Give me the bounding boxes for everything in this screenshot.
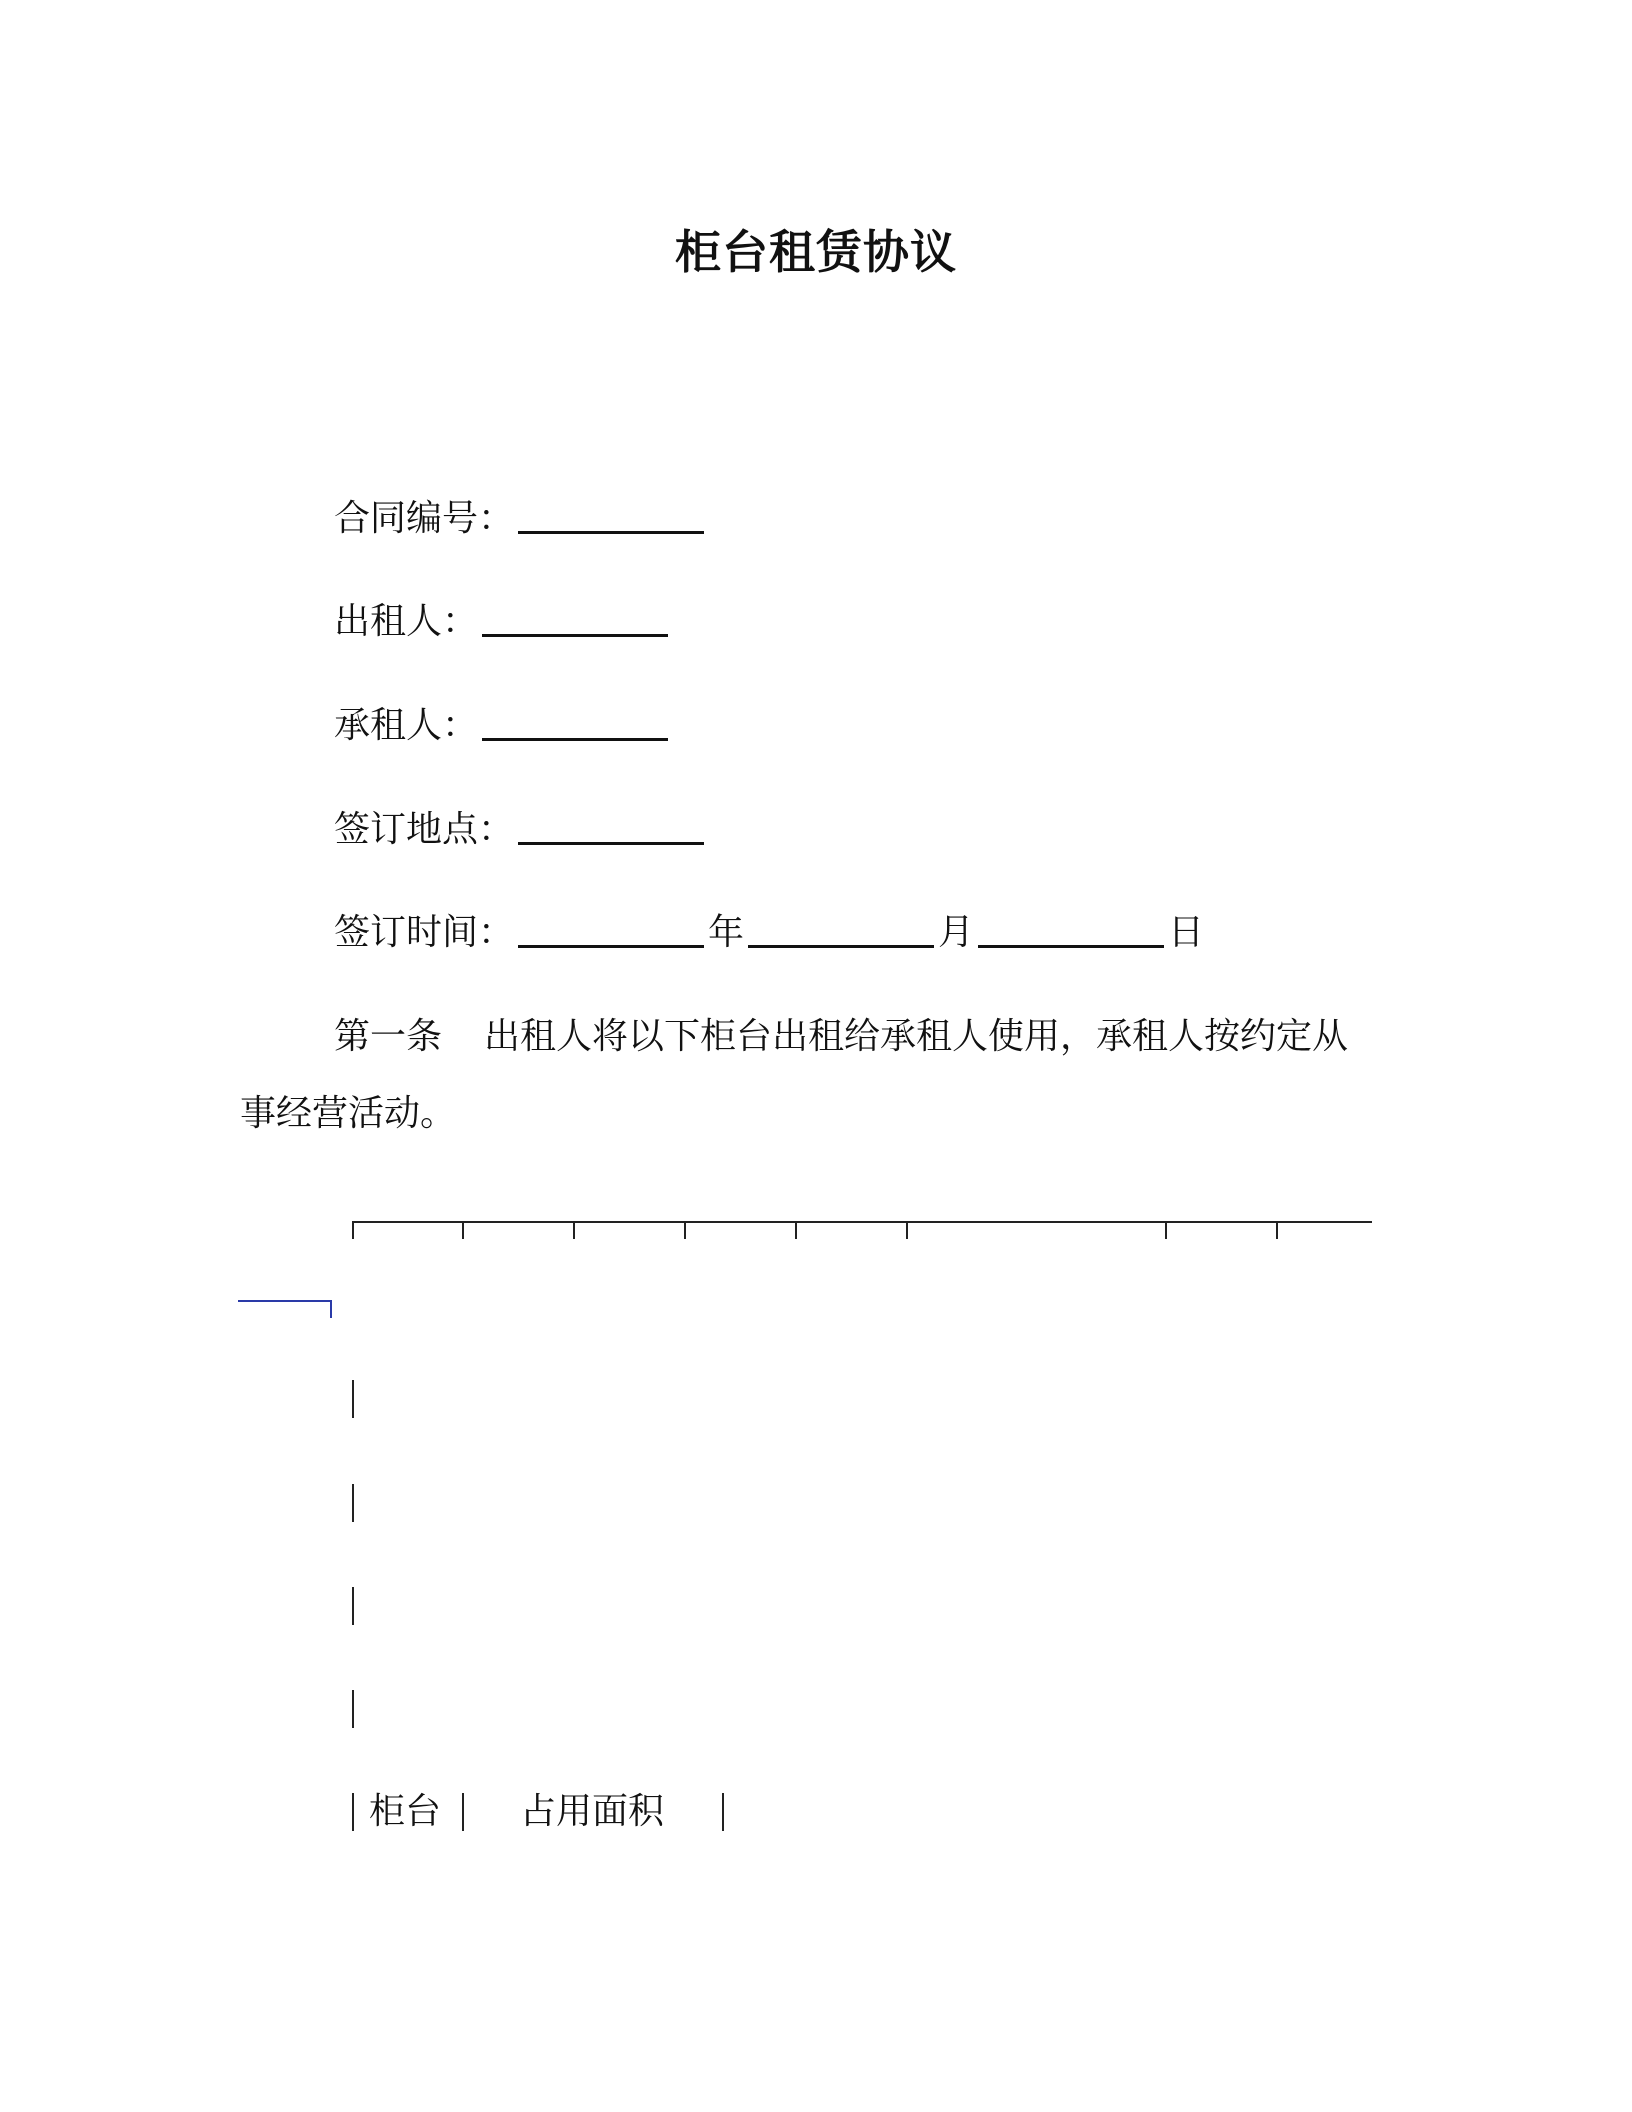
- article-1-line-2: 事经营活动。: [240, 1093, 457, 1134]
- table-left-tick: [330, 1300, 332, 1318]
- day-label: 日: [1168, 912, 1205, 953]
- lessor-field: [334, 598, 672, 646]
- sign-place-blank: [518, 806, 704, 845]
- table-row-divider: [352, 1587, 354, 1625]
- month-label: 月: [938, 912, 975, 953]
- article-1-text-line-1: 出租人将以下柜台出租给承租人使用，承租人按约定从: [484, 1016, 1349, 1057]
- lessee-field: [334, 702, 672, 750]
- lessor-label: 出租人：: [334, 601, 479, 642]
- contract-number-label: 合同编号：: [334, 498, 515, 539]
- contract-number-field: [334, 495, 708, 543]
- table-column-tick: [684, 1221, 686, 1239]
- table-row-divider: [352, 1380, 354, 1418]
- lessee-label: 承租人：: [334, 705, 479, 746]
- sign-time-field: [334, 909, 1204, 957]
- year-label: 年: [708, 912, 745, 953]
- article-1-heading: 第一条: [334, 1016, 443, 1057]
- article-1-line-1: [334, 1013, 1348, 1061]
- lessor-blank: [482, 598, 668, 637]
- table-header-counter: 柜台: [369, 1791, 442, 1832]
- table-cell-border: [462, 1793, 464, 1831]
- table-row-divider: [352, 1690, 354, 1728]
- table-row-divider: [352, 1484, 354, 1522]
- table-column-tick: [462, 1221, 464, 1239]
- table-column-tick: [795, 1221, 797, 1239]
- table-column-tick: [573, 1221, 575, 1239]
- table-column-tick: [1276, 1221, 1278, 1239]
- document-title: 柜台租赁协议: [675, 225, 957, 279]
- sign-time-label: 签订时间：: [334, 912, 515, 953]
- lessee-blank: [482, 702, 668, 741]
- sign-day-blank: [978, 909, 1164, 948]
- table-column-tick: [352, 1221, 354, 1239]
- contract-number-blank: [518, 495, 704, 534]
- table-left-rule: [238, 1300, 330, 1302]
- table-column-tick: [1165, 1221, 1167, 1239]
- table-cell-border: [722, 1793, 724, 1831]
- table-cell-border: [352, 1793, 354, 1831]
- table-header-area: 占用面积: [520, 1791, 665, 1832]
- sign-place-label: 签订地点：: [334, 809, 515, 850]
- sign-year-blank: [518, 909, 704, 948]
- table-top-rule: [352, 1221, 1372, 1223]
- sign-place-field: [334, 806, 708, 854]
- sign-month-blank: [748, 909, 934, 948]
- table-column-tick: [906, 1221, 908, 1239]
